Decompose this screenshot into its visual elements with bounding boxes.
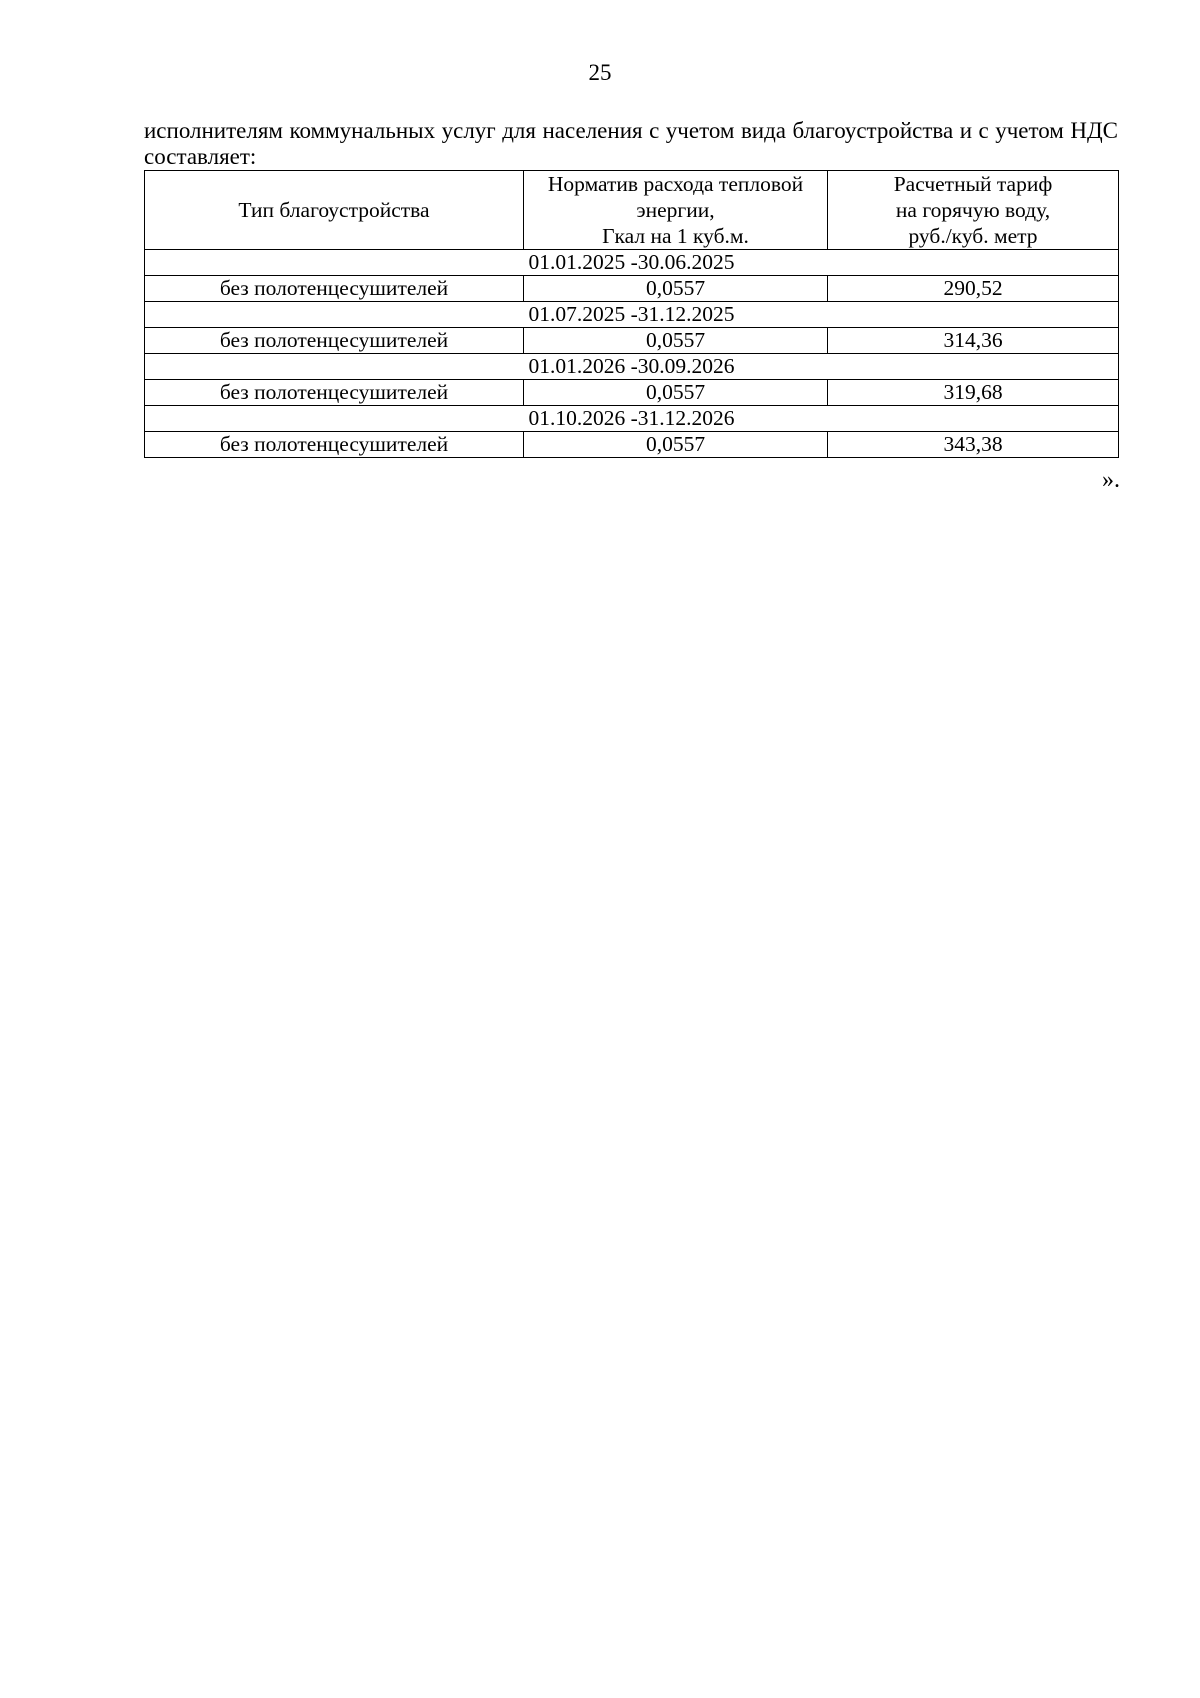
header-heat-norm-line: Гкал на 1 куб.м. [602,224,749,248]
table-row [145,432,1119,458]
closing-quote-mark: ». [1102,467,1120,493]
period-label: 01.10.2026 -31.12.2026 [145,406,1119,432]
tariff-cell: 290,52 [828,276,1119,302]
tariff-cell: 314,36 [828,328,1119,354]
header-improvement-type [145,171,524,250]
heat-norm-cell: 0,0557 [524,276,828,302]
intro-paragraph: исполнителям коммунальных услуг для населения с учетом вида благоустройства и с учетом НДС составляет: [144,118,1118,169]
period-row [145,406,1119,432]
heat-norm-cell: 0,0557 [524,328,828,354]
header-heat-norm-line: Норматив расхода тепловой [547,172,804,196]
improvement-type-cell: без полотенцесушителей [145,276,524,302]
period-row [145,302,1119,328]
table-row [145,380,1119,406]
heat-norm-cell: 0,0557 [524,432,828,458]
period-label: 01.01.2026 -30.09.2026 [145,354,1119,380]
improvement-type-cell: без полотенцесушителей [145,380,524,406]
table-row [145,276,1119,302]
header-tariff-line: Расчетный тариф [893,172,1053,196]
period-label: 01.07.2025 -31.12.2025 [145,302,1119,328]
tariff-table [144,170,1119,458]
period-row [145,354,1119,380]
page-number: 25 [588,60,612,85]
period-label: 01.01.2025 -30.06.2025 [145,250,1119,276]
header-heat-norm-line: энергии, [636,198,715,222]
improvement-type-cell: без полотенцесушителей [145,328,524,354]
table-header-row [145,171,1119,250]
header-improvement-type-line: Тип благоустройства [238,198,430,222]
header-heat-norm [524,171,828,250]
period-row [145,250,1119,276]
heat-norm-cell: 0,0557 [524,380,828,406]
improvement-type-cell: без полотенцесушителей [145,432,524,458]
tariff-cell: 319,68 [828,380,1119,406]
header-hot-water-tariff [828,171,1119,250]
table-row [145,328,1119,354]
header-tariff-line: руб./куб. метр [908,224,1038,248]
tariff-cell: 343,38 [828,432,1119,458]
header-tariff-line: на горячую воду, [895,198,1051,222]
